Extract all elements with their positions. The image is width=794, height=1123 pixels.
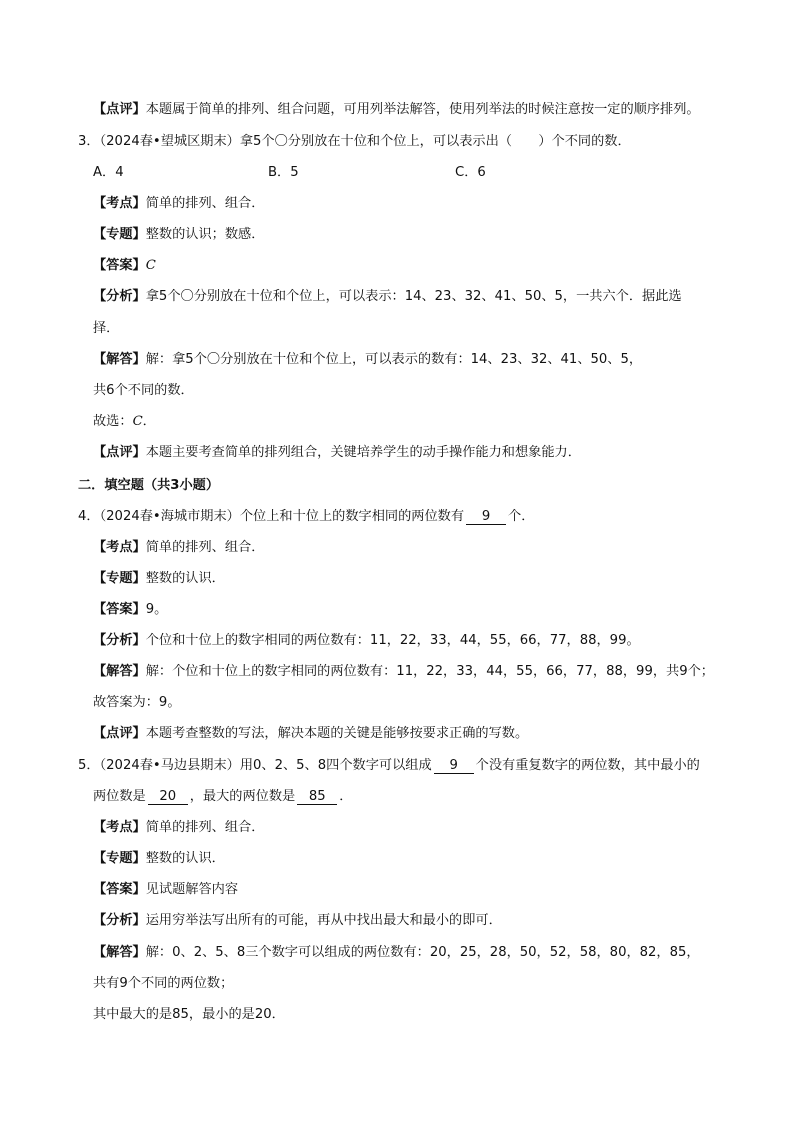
q5-line2-prefix: 两位数是: [93, 789, 146, 804]
question-5-stem: [78, 757, 700, 775]
review-text: 本题属于简单的排列、组合问题，可用列举法解答，使用列举法的时候注意按一定的顺序排列。: [145, 102, 700, 117]
topic-text: 整数的认识．: [145, 571, 225, 586]
q4-topic: [93, 570, 225, 588]
solution-tag: 【解答】: [93, 945, 146, 960]
q3-solution-cont: 共6个不同的数．: [93, 383, 194, 398]
question-3-stem: 3．（2024春•望城区期末）拿5个〇分别放在十位和个位上，可以表示出（ ）个不同的数．: [78, 134, 631, 149]
review-text: 本题主要考查简单的排列组合，关键培养学生的动手操作能力和想象能力．: [145, 445, 581, 460]
q5-solution-cont: 共有9个不同的两位数；: [93, 976, 234, 991]
q5-analysis: [93, 912, 502, 930]
q4-blank: 9: [466, 509, 506, 525]
q4-solution-cont: 故答案为：9。: [93, 695, 181, 710]
q4-knowledge-point: [93, 539, 264, 557]
solution-text: 解：0、2、5、8三个数字可以组成的两位数有：20，25，28，50，52，58，80，82，85，: [145, 945, 700, 960]
knowledge-tag: 【考点】: [93, 820, 146, 835]
analysis-text: 运用穷举法写出所有的可能，再从中找出最大和最小的即可．: [145, 913, 502, 928]
review-tag: 【点评】: [93, 445, 146, 460]
q4-analysis: [93, 632, 640, 650]
solution-tag: 【解答】: [93, 664, 146, 679]
choice-prefix: 故选：: [93, 414, 133, 429]
q3-analysis: [93, 288, 682, 306]
analysis-tag: 【分析】: [93, 289, 146, 304]
review-tag: 【点评】: [93, 726, 146, 741]
option-b: B．5: [268, 165, 299, 180]
option-a: A．4: [93, 165, 124, 180]
q3-analysis-cont: 择．: [93, 321, 120, 336]
solution-text: 解：拿5个〇分别放在十位和个位上，可以表示的数有：14、23、32、41、50、5，: [145, 352, 643, 367]
q3-solution: [93, 351, 642, 369]
option-c: C．6: [455, 165, 486, 180]
topic-tag: 【专题】: [93, 851, 146, 866]
analysis-text: 拿5个〇分别放在十位和个位上，可以表示：14、23、32、41、50、5，一共六个．据此选: [145, 289, 682, 304]
choice-suffix: ．: [142, 414, 156, 429]
q5-line2-suffix: ．: [339, 789, 353, 804]
q5-solution: [93, 944, 700, 962]
knowledge-text: 简单的排列、组合．: [145, 540, 265, 555]
solution-text: 解：个位和十位上的数字相同的两位数有：11，22，33，44，55，66，77，88，99，共9个；: [145, 664, 714, 679]
review-tag: 【点评】: [93, 102, 146, 117]
q4-answer: [93, 601, 167, 619]
choice-letter: C: [132, 414, 143, 429]
q3-knowledge-point: [93, 195, 264, 213]
q5-line2-mid: ，最大的两位数是: [189, 789, 296, 804]
answer-tag: 【答案】: [93, 602, 146, 617]
answer-text: 见试题解答内容: [145, 882, 239, 897]
q4-prefix: 4．（2024春•海城市期末）个位上和十位上的数字相同的两位数有: [78, 509, 465, 524]
q5-suffix: 个没有重复数字的两位数，其中最小的: [475, 758, 700, 773]
analysis-text: 个位和十位上的数字相同的两位数有：11，22，33，44，55，66，77，88，99。: [145, 633, 640, 648]
topic-text: 整数的认识．: [145, 851, 225, 866]
review-line: [93, 101, 700, 119]
analysis-tag: 【分析】: [93, 633, 146, 648]
topic-tag: 【专题】: [93, 227, 146, 242]
knowledge-text: 简单的排列、组合．: [145, 820, 265, 835]
q3-choice: [93, 413, 156, 431]
knowledge-text: 简单的排列、组合．: [145, 196, 265, 211]
q5-answer: [93, 881, 238, 899]
q3-review: [93, 444, 581, 462]
answer-text: 9。: [145, 602, 168, 617]
solution-tag: 【解答】: [93, 352, 146, 367]
q3-answer: [93, 257, 156, 275]
q5-prefix: 5．（2024春•马边县期末）用0、2、5、8四个数字可以组成: [78, 758, 432, 773]
q3-topic: [93, 226, 264, 244]
topic-tag: 【专题】: [93, 571, 146, 586]
q5-blank-count: 9: [434, 758, 474, 774]
q4-suffix: 个．: [508, 509, 535, 524]
answer-tag: 【答案】: [93, 882, 146, 897]
q4-solution: [93, 663, 714, 681]
knowledge-tag: 【考点】: [93, 540, 146, 555]
q5-blank-min: 20: [148, 789, 188, 805]
question-4-stem: [78, 508, 534, 526]
topic-text: 整数的认识；数感．: [145, 227, 265, 242]
review-text: 本题考查整数的写法，解决本题的关键是能够按要求正确的写数。: [145, 726, 529, 741]
q4-review: [93, 725, 528, 743]
q5-solution-end: 其中最大的是85，最小的是20．: [93, 1007, 285, 1022]
question-5-stem-cont: [93, 788, 352, 806]
q5-topic: [93, 850, 225, 868]
answer-text: C: [145, 258, 156, 273]
q5-blank-max: 85: [297, 789, 337, 805]
answer-tag: 【答案】: [93, 258, 146, 273]
q5-knowledge-point: [93, 819, 264, 837]
knowledge-tag: 【考点】: [93, 196, 146, 211]
analysis-tag: 【分析】: [93, 913, 146, 928]
section-heading: 二．填空题（共3小题）: [78, 478, 220, 493]
